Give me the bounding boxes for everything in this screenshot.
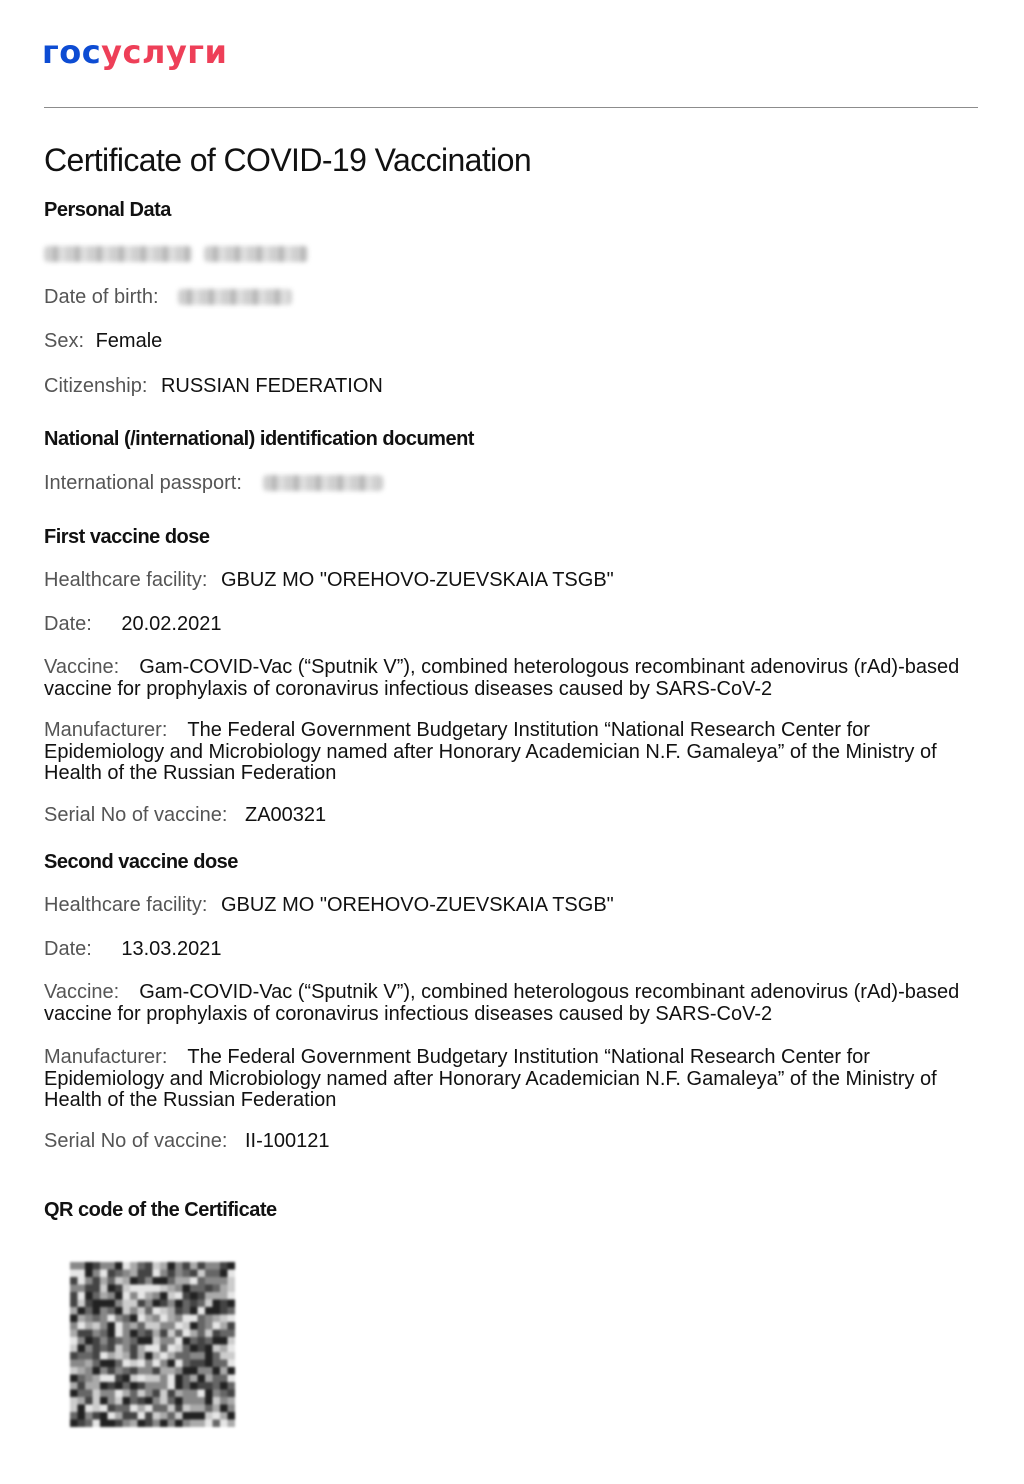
second-dose-heading: Second vaccine dose [44,851,238,873]
dose1-manufacturer-value: The Federal Government Budgetary Institution “National Research Center for Epidemiology and Microbiology named after Honorary Academician N.F. Gamaleya” of the Ministry of Health of the Russian Federation [44,719,937,784]
citizenship-row [44,373,383,399]
dose1-vaccine-label: Vaccine: [44,656,120,678]
dose2-serial-row [44,1128,330,1154]
passport-label: International passport: [44,472,242,494]
dose1-facility-value: GBUZ MO "OREHOVO-ZUEVSKAIA TSGB" [220,569,614,591]
sex-value: Female [95,330,163,352]
redacted-dob [178,289,292,305]
dob-row [44,284,292,310]
full-name-row [44,241,308,267]
dose2-vaccine-label: Vaccine: [44,981,120,1003]
citizenship-label: Citizenship: [44,375,148,397]
dose1-vaccine-row [44,657,979,700]
redacted-given-name [204,246,308,262]
dose1-manufacturer-row [44,720,979,785]
sex-row [44,328,162,354]
redacted-passport-number [263,475,383,491]
redacted-surname [44,246,192,262]
personal-data-heading: Personal Data [44,199,171,221]
dose1-facility-label: Healthcare facility: [44,569,208,591]
dose1-manufacturer-label: Manufacturer: [44,719,168,741]
dose2-facility-value: GBUZ MO "OREHOVO-ZUEVSKAIA TSGB" [220,894,614,916]
dose2-date-row [44,936,221,962]
dose2-facility-row [44,892,614,918]
certificate-qr-code [70,1262,235,1427]
dose2-manufacturer-value: The Federal Government Budgetary Institution “National Research Center for Epidemiology and Microbiology named after Honorary Academician N.F. Gamaleya” of the Ministry of Health of the Russian Federation [44,1046,937,1111]
dose2-serial-value: II-100121 [244,1130,330,1152]
dose1-serial-label: Serial No of vaccine: [44,804,228,826]
dose2-manufacturer-row [44,1047,979,1112]
dose2-vaccine-row [44,982,979,1025]
dose2-vaccine-value: Gam-COVID-Vac (“Sputnik V”), combined heterologous recombinant adenovirus (rAd)-based vaccine for prophylaxis of coronavirus infectious diseases caused by SARS-CoV-2 [44,981,960,1025]
dob-label: Date of birth: [44,286,159,308]
citizenship-value: RUSSIAN FEDERATION [160,375,383,397]
dose1-date-row [44,611,221,637]
dose2-manufacturer-label: Manufacturer: [44,1046,168,1068]
dose1-date-value: 20.02.2021 [121,613,222,635]
first-dose-heading: First vaccine dose [44,526,210,548]
dose2-date-label: Date: [44,938,92,960]
dose1-serial-value: ZA00321 [244,804,327,826]
header-divider [44,107,978,108]
page-title: Certificate of COVID-19 Vaccination [44,142,532,178]
logo-part-gos: гос [42,33,102,71]
dose1-facility-row [44,567,614,593]
sex-label: Sex: [44,330,85,352]
dose1-vaccine-value: Gam-COVID-Vac (“Sputnik V”), combined heterologous recombinant adenovirus (rAd)-based vaccine for prophylaxis of coronavirus infectious diseases caused by SARS-CoV-2 [44,656,960,700]
logo-part-uslugi: услуги [101,33,228,71]
dose1-serial-row [44,802,326,828]
identification-heading: National (/international) identification document [44,428,474,450]
dose2-date-value: 13.03.2021 [121,938,222,960]
dose2-facility-label: Healthcare facility: [44,894,208,916]
gosuslugi-logo [42,32,227,72]
dose2-serial-label: Serial No of vaccine: [44,1130,228,1152]
qr-heading: QR code of the Certificate [44,1199,277,1221]
passport-row [44,470,383,496]
dose1-date-label: Date: [44,613,92,635]
